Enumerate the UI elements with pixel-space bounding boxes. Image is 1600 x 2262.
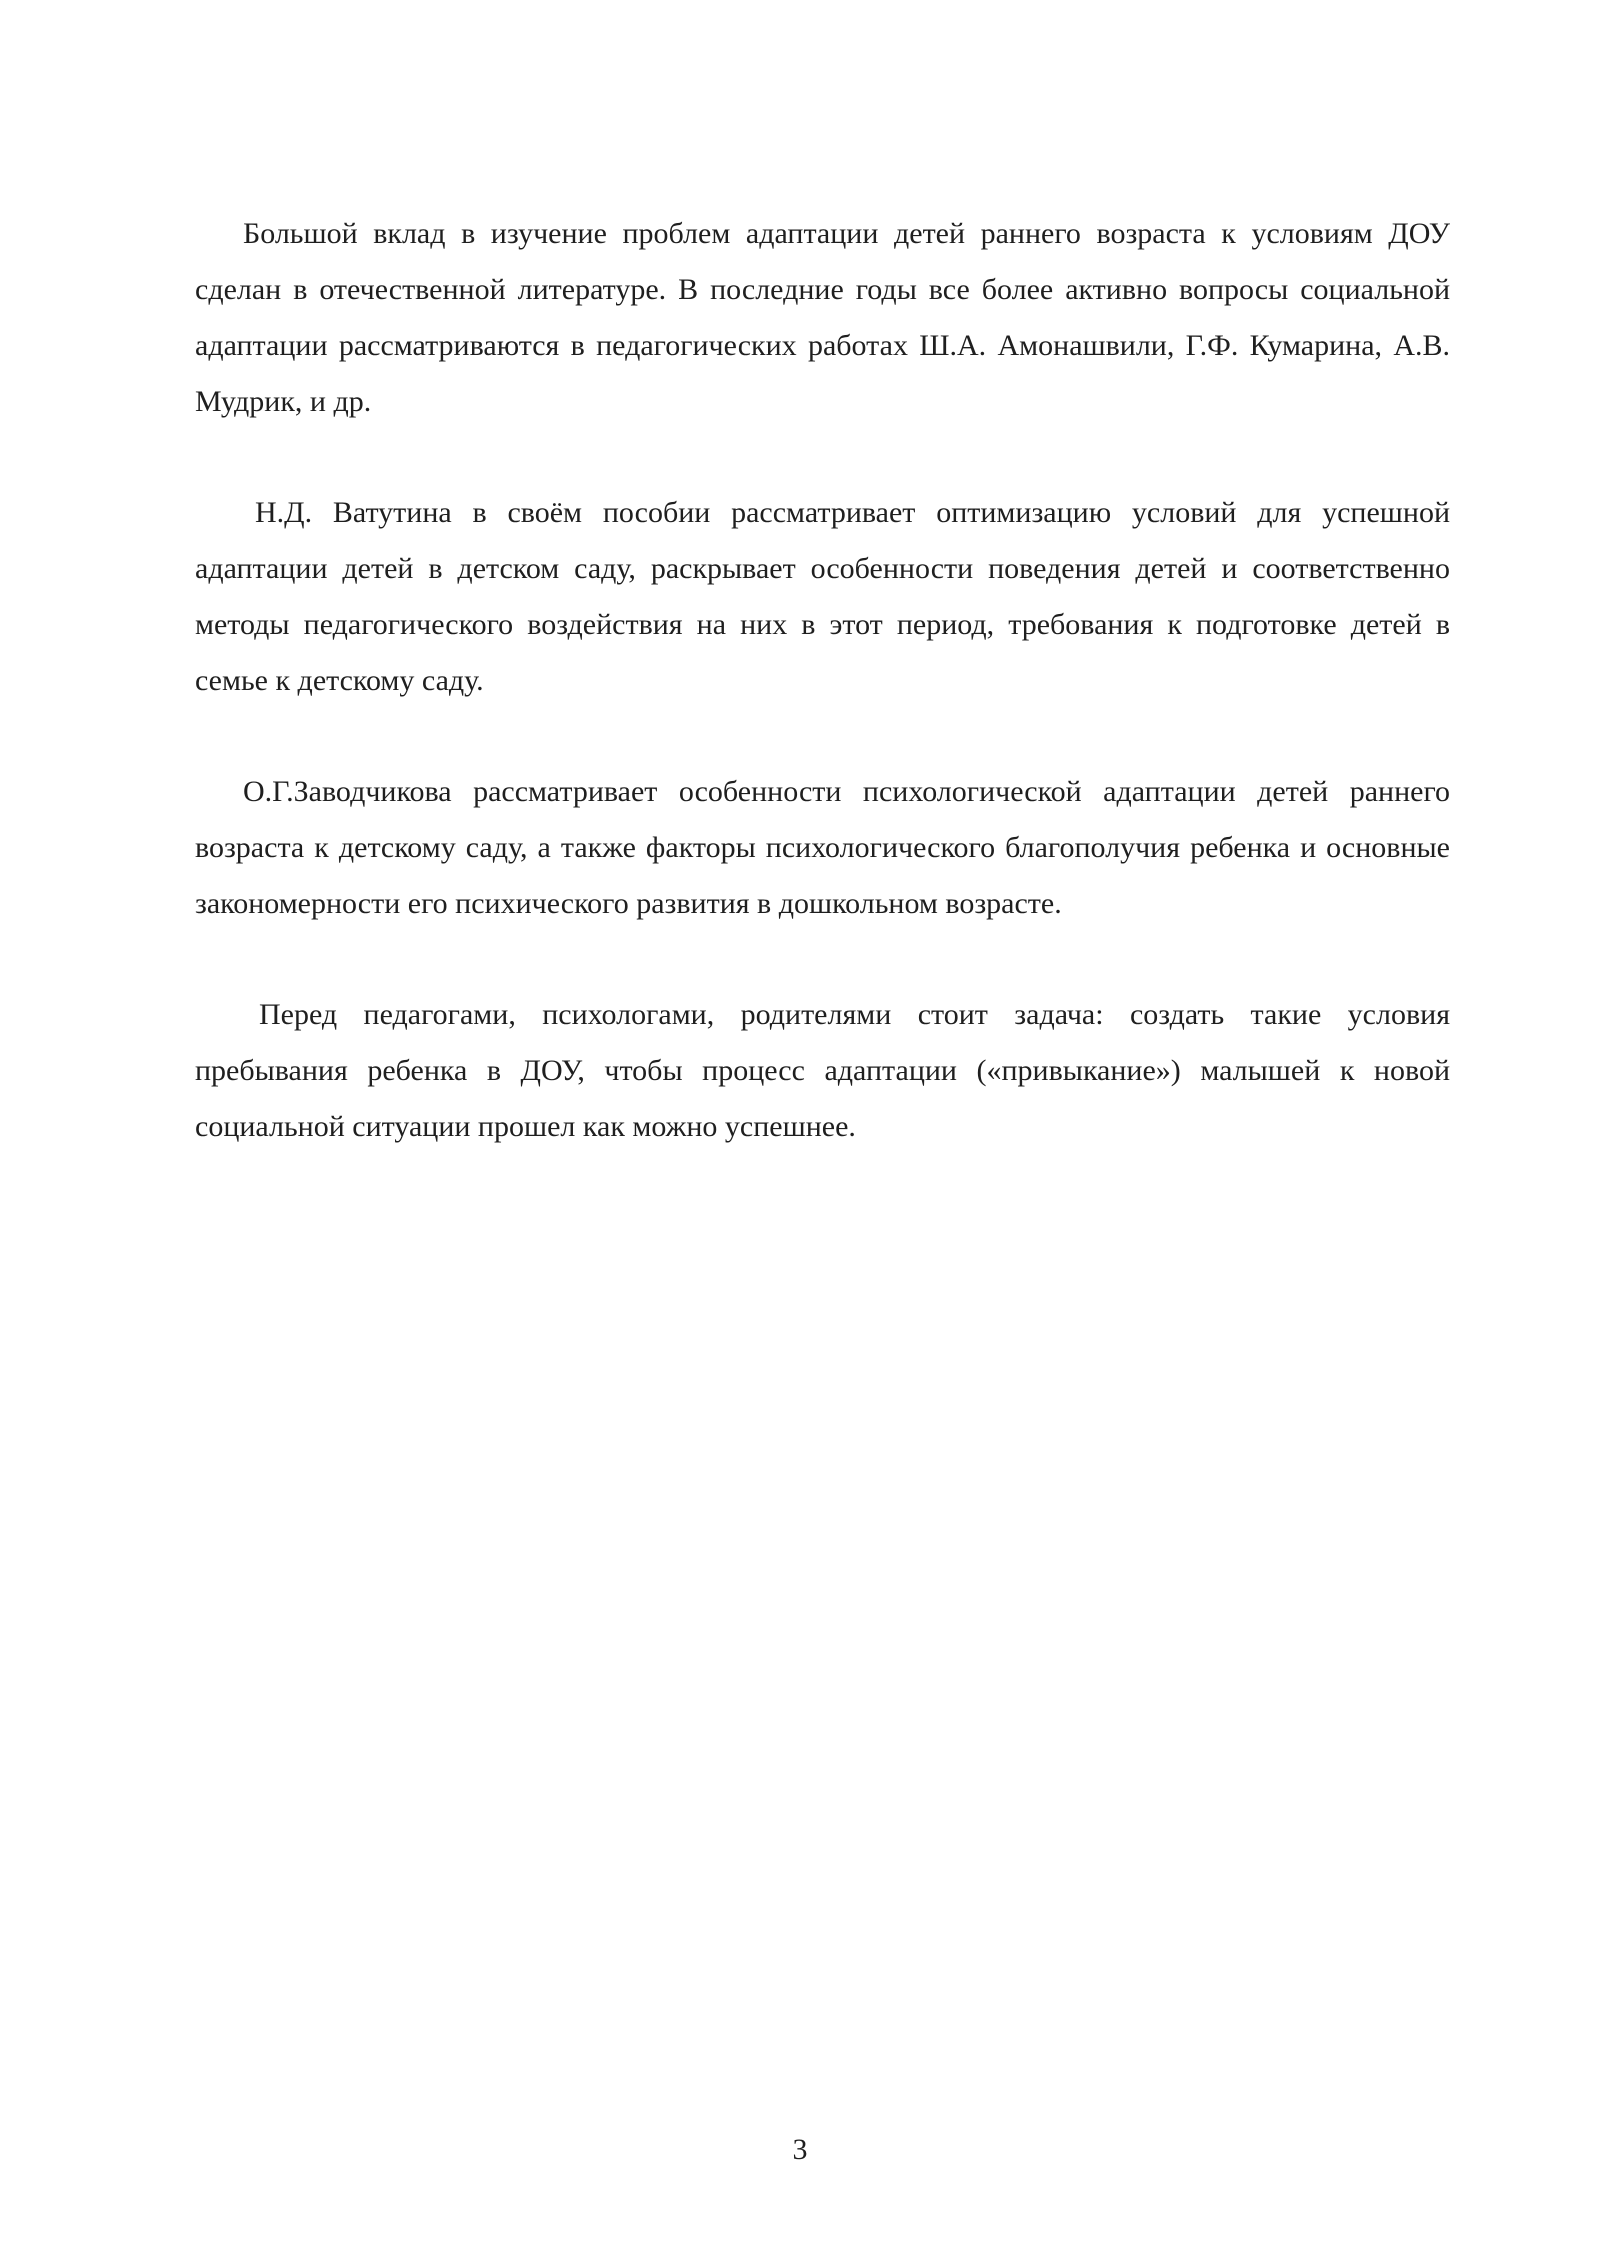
- page-number: 3: [792, 2133, 808, 2166]
- paragraph-4: Перед педагогами, психологами, родителями стоит задача: создать такие условия пребывания ребенка в ДОУ, чтобы процесс адаптации («привыкание») малышей к новой социальной ситуации прошел как можно успешнее.: [195, 998, 1450, 1143]
- paragraph-1: Большой вклад в изучение проблем адаптации детей раннего возраста к условиям ДОУ сделан в отечественной литературе. В последние годы все более активно вопросы социальной адаптации рассматриваются в педагогических работах Ш.А. Амонашвили, Г.Ф. Кумарина, А.В. Мудрик, и др.: [195, 217, 1450, 418]
- paragraph-2: Н.Д. Ватутина в своём пособии рассматривает оптимизацию условий для успешной адаптации детей в детском саду, раскрывает особенности поведения детей и соответственно методы педагогического воздействия на них в этот период, требования к подготовке детей в семье к детскому саду.: [195, 496, 1450, 697]
- page-body: [195, 206, 1450, 1155]
- paragraph-3: О.Г.Заводчикова рассматривает особенности психологической адаптации детей раннего возраста к детскому саду, а также факторы психологического благополучия ребенка и основные закономерности его психического развития в дошкольном возрасте.: [195, 775, 1450, 920]
